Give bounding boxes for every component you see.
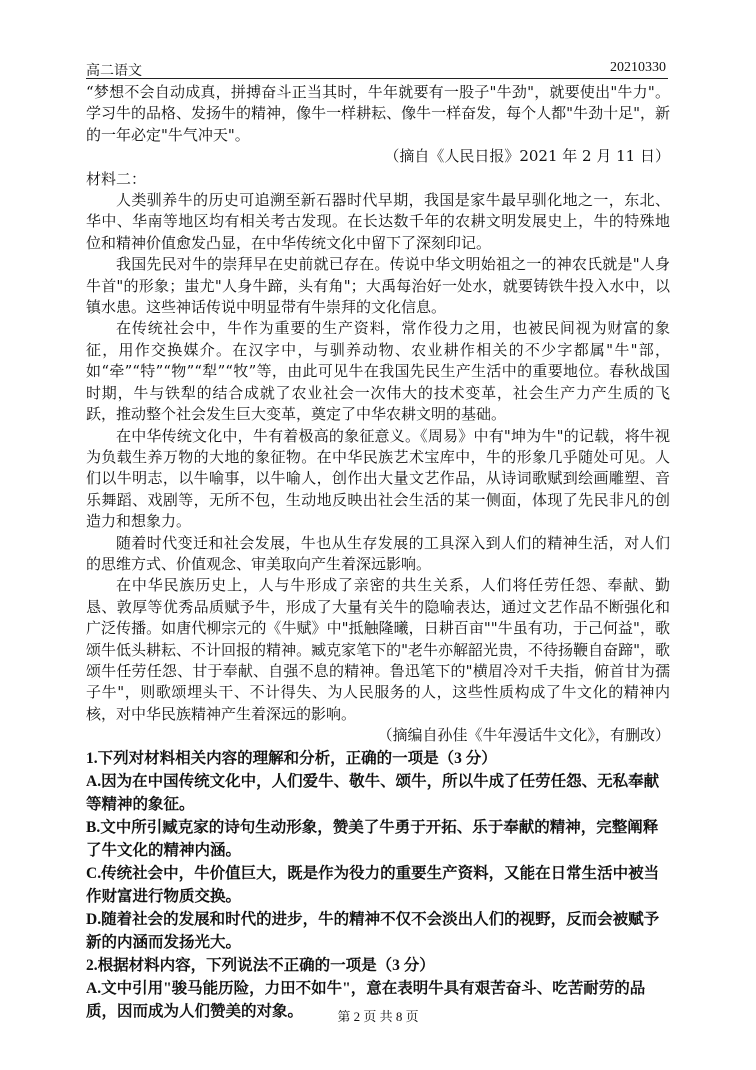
header-date-code: 20210330 (610, 60, 666, 75)
material2-paragraph: 人类驯养牛的历史可追溯至新石器时代早期，我国是家牛最早驯化地之一，东北、华中、华南等地区均有相关考古发现。在长达数千年的农耕文明发展史上，牛的特殊地位和精神价值愈发凸显，在中华传统文化中留下了深刻印记。 (86, 191, 670, 252)
material1-tail: “梦想不会自动成真，拼搏奋斗正当其时，牛年就要有一股子"牛劲"，就要使出"牛力"。学习牛的品格、发扬牛的精神，像牛一样耕耘、像牛一样奋发，每个人都"牛劲十足"，新的一年必定"牛气冲天"。 (86, 83, 670, 144)
material2-paragraph: 在中华传统文化中，牛有着极高的象征意义。《周易》中有"坤为牛"的记载，将牛视为负载生养万物的大地的象征物。在中华民族艺术宝库中，牛的形象几乎随处可见。人们以牛明志，以牛喻事，以牛喻人，创作出大量文艺作品，从诗词歌赋到绘画雕塑、音乐舞蹈、戏剧等，无所不包，生动地反映出社会生活的某一侧面，体现了先民非凡的创造力和想象力。 (86, 426, 670, 531)
question-1-option-b: B.文中所引臧克家的诗句生动形象，赞美了牛勇于开拓、乐于奉献的精神，完整阐释了牛文化的精神内涵。 (86, 818, 659, 859)
header-subject: 高二语文 (86, 64, 142, 79)
material1-source: （摘自《人民日报》2021 年 2 月 11 日） (384, 147, 670, 166)
material2-paragraph: 在中华民族历史上，人与牛形成了亲密的共生关系，人们将任劳任怨、奉献、勤恳、敦厚等优秀品质赋予牛，形成了大量有关牛的隐喻表达，通过文艺作品不断强化和广泛传播。如唐代柳宗元的《牛赋》中"抵触隆曦，日耕百亩""牛虽有功，于己何益"，歌颂牛低头耕耘、不计回报的精神。臧克家笔下的"老牛亦解韶光贵，不待扬鞭自奋蹄"，歌颂牛任劳任怨、甘于奉献、自强不息的精神。鲁迅笔下的"横眉冷对千夫指，俯首甘为孺子牛"，则歌颂埋头干、不计得失、为人民服务的人，这些性质构成了牛文化的精神内核，对中华民族精神产生着深远的影响。 (86, 576, 670, 723)
material2-paragraph: 在传统社会中，牛作为重要的生产资料，常作役力之用，也被民间视为财富的象征，用作交换媒介。在汉字中，与驯养动物、农业耕作相关的不少字都属"牛"部，如“牵”“特”“物”“犁”“牧”等，由此可见牛在我国先民生产生活中的重要地位。春秋战国时期，牛与铁犁的结合成就了农业社会一次伟大的技术变革，社会生产力产生质的飞跃，推动整个社会发生巨大变革，奠定了中华农耕文明的基础。 (86, 319, 670, 424)
material2-source: （摘编自孙佳《牛年漫话牛文化》，有删改） (377, 726, 670, 745)
question-1-option-d: D.随着社会的发展和时代的进步，牛的精神不仅不会淡出人们的视野，反而会被赋予新的内涵而发扬光大。 (86, 910, 660, 951)
page-header (86, 60, 666, 78)
page-footer: 第 2 页 共 8 页 (337, 1009, 419, 1024)
question-2-option-a: A.文中引用"骏马能历险，力田不如牛"，意在表明牛具有艰苦奋斗、吃苦耐劳的品质，因而成为人们赞美的对象。 (86, 979, 646, 1020)
question-1-stem: 1.下列对材料相关内容的理解和分析，正确的一项是（3 分） (86, 749, 497, 767)
question-1-option-a: A.因为在中国传统文化中，人们爱牛、敬牛、颂牛，所以牛成了任劳任怨、无私奉献等精神的象征。 (86, 772, 660, 813)
material2-heading: 材料二： (86, 169, 147, 188)
header-rule (86, 78, 668, 79)
question-2-stem: 2.根据材料内容，下列说法不正确的一项是（3 分） (86, 956, 435, 974)
material2-paragraph: 随着时代变迁和社会发展，牛也从生存发展的工具深入到人们的精神生活，对人们的思维方式、价值观念、审美取向产生着深远影响。 (86, 533, 670, 573)
page-body (86, 82, 670, 1023)
question-1-option-c: C.传统社会中，牛价值巨大，既是作为役力的重要生产资料，又能在日常生活中被当作财富进行物质交换。 (86, 864, 660, 905)
material2-paragraph: 我国先民对牛的崇拜早在史前就已存在。传说中华文明始祖之一的神农氏就是"人身牛首"的形象；蚩尤"人身牛蹄，头有角"；大禹每治好一处水，就要铸铁牛投入水中，以镇水患。这些神话传说中明显带有牛崇拜的文化信息。 (86, 255, 670, 317)
